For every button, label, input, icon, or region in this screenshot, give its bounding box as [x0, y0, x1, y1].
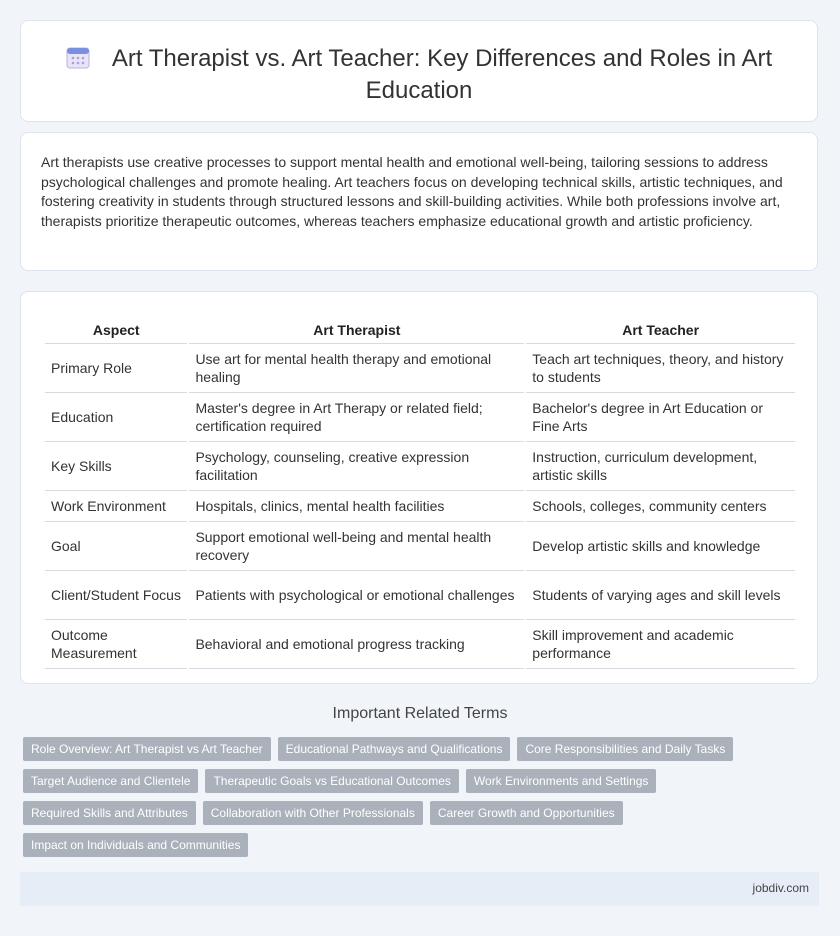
- related-term-tag[interactable]: Core Responsibilities and Daily Tasks: [517, 737, 733, 761]
- related-term-tag[interactable]: Role Overview: Art Therapist vs Art Teacher: [23, 737, 271, 761]
- related-term-tag[interactable]: Educational Pathways and Qualifications: [278, 737, 511, 761]
- page-title: Art Therapist vs. Art Teacher: Key Differences and Roles in Art Education: [111, 45, 773, 104]
- table-cell: Develop artistic skills and knowledge: [526, 522, 795, 571]
- footer: [20, 872, 819, 906]
- table-cell: Client/Student Focus: [45, 571, 187, 620]
- table-cell: Behavioral and emotional progress tracking: [189, 620, 524, 669]
- header-card: [20, 20, 818, 122]
- table-cell: Goal: [45, 522, 187, 571]
- table-cell: Use art for mental health therapy and emotional healing: [189, 344, 524, 393]
- table-row: [45, 393, 795, 442]
- intro-text: Art therapists use creative processes to support mental health and emotional well-being, tailoring sessions to address psychological challenges and promote healing. Art teachers focus on developing technical skills, artistic techniques, and fostering creativity in students through structured lessons and skill-building activities. While both professions involve art, therapists prioritize therapeutic outcomes, whereas teachers emphasize educational growth and artistic proficiency.: [41, 154, 783, 229]
- related-term-tag[interactable]: Target Audience and Clientele: [23, 769, 198, 793]
- intro-card: [20, 132, 818, 271]
- table-cell: Psychology, counseling, creative expression facilitation: [189, 442, 524, 491]
- related-term-tag[interactable]: Career Growth and Opportunities: [430, 801, 623, 825]
- table-cell: Patients with psychological or emotional challenges: [189, 571, 524, 620]
- table-row: [45, 491, 795, 522]
- comparison-table: [43, 312, 797, 669]
- table-cell: Schools, colleges, community centers: [526, 491, 795, 522]
- calendar-icon: [66, 45, 90, 76]
- column-header-aspect: Aspect: [45, 312, 187, 344]
- table-row: [45, 522, 795, 571]
- table-cell: Work Environment: [45, 491, 187, 522]
- table-row: [45, 344, 795, 393]
- table-cell: Students of varying ages and skill levels: [526, 571, 795, 620]
- table-row: [45, 620, 795, 669]
- table-row: [45, 571, 795, 620]
- related-term-tag[interactable]: Required Skills and Attributes: [23, 801, 196, 825]
- table-header-row: [45, 312, 795, 344]
- related-terms-heading: Important Related Terms: [332, 705, 508, 722]
- table-cell: Skill improvement and academic performance: [526, 620, 795, 669]
- related-term-tag[interactable]: Work Environments and Settings: [466, 769, 657, 793]
- table-cell: Instruction, curriculum development, artistic skills: [526, 442, 795, 491]
- table-cell: Teach art techniques, theory, and history to students: [526, 344, 795, 393]
- comparison-card: [20, 291, 818, 684]
- related-term-tag[interactable]: Therapeutic Goals vs Educational Outcomes: [205, 769, 458, 793]
- table-cell: Hospitals, clinics, mental health facilities: [189, 491, 524, 522]
- table-cell: Support emotional well-being and mental health recovery: [189, 522, 524, 571]
- related-terms-list: [23, 737, 743, 857]
- column-header-art-teacher: Art Teacher: [526, 312, 795, 344]
- table-row: [45, 442, 795, 491]
- related-term-tag[interactable]: Collaboration with Other Professionals: [203, 801, 423, 825]
- table-cell: Master's degree in Art Therapy or related field; certification required: [189, 393, 524, 442]
- related-term-tag[interactable]: Impact on Individuals and Communities: [23, 833, 248, 857]
- table-cell: Education: [45, 393, 187, 442]
- table-cell: Outcome Measurement: [45, 620, 187, 669]
- column-header-art-therapist: Art Therapist: [189, 312, 524, 344]
- page-title-wrap: [61, 44, 777, 105]
- table-cell: Bachelor's degree in Art Education or Fine Arts: [526, 393, 795, 442]
- table-cell: Primary Role: [45, 344, 187, 393]
- footer-site-link[interactable]: jobdiv.com: [752, 881, 809, 895]
- table-cell: Key Skills: [45, 442, 187, 491]
